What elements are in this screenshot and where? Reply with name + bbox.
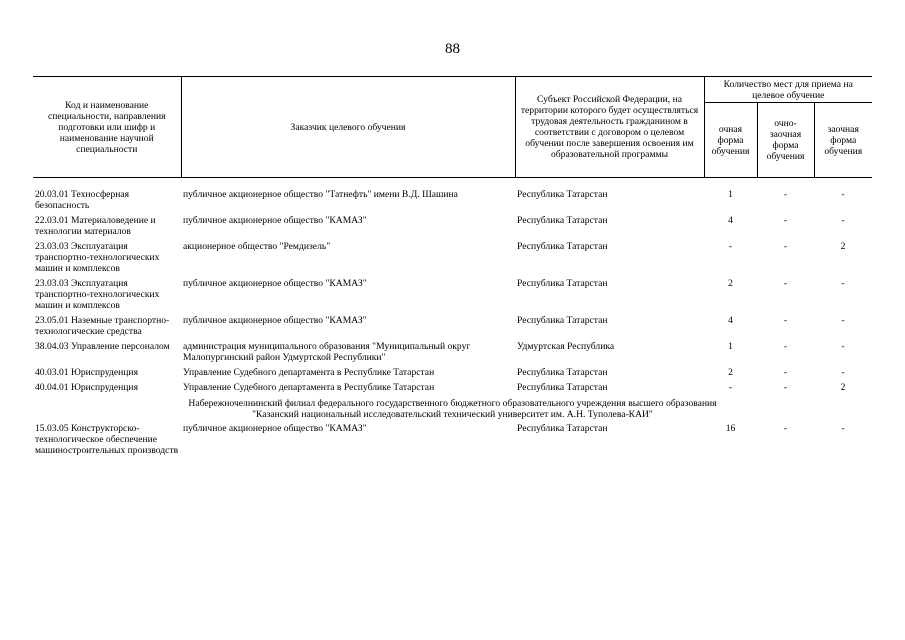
full-time-count-cell: 1 bbox=[728, 341, 733, 352]
table-row bbox=[33, 382, 872, 397]
region-cell: Удмуртская Республика bbox=[517, 341, 615, 352]
part-time-count-cell: - bbox=[783, 241, 788, 252]
customer-cell: публичное акционерное общество "КАМАЗ" bbox=[183, 315, 367, 326]
customer-cell: Управление Судебного департамента в Республике Татарстан bbox=[183, 367, 435, 378]
customer-cell: публичное акционерное общество "КАМАЗ" bbox=[183, 278, 367, 289]
header-full-time: очная форма обучения bbox=[704, 103, 757, 178]
customer-cell: акционерное общество "Ремдизель" bbox=[183, 241, 331, 252]
header-extramural: заочная форма обучения bbox=[814, 103, 872, 178]
header-places-group: Количество мест для приема на целевое обучение bbox=[704, 77, 872, 103]
extramural-count-cell: - bbox=[841, 278, 845, 289]
specialty-cell: 20.03.01 Техносферная безопасность bbox=[35, 189, 130, 211]
section-heading bbox=[33, 397, 872, 423]
extramural-count-cell: - bbox=[841, 423, 845, 434]
extramural-count-cell: - bbox=[841, 367, 845, 378]
region-cell: Республика Татарстан bbox=[517, 189, 608, 200]
specialty-cell: 23.05.01 Наземные транспортно-технологические средства bbox=[35, 315, 170, 337]
admission-table bbox=[33, 76, 872, 460]
page-number: 88 bbox=[445, 41, 460, 57]
section-heading-line-2: "Казанский национальный исследовательский технический университет им. А.Н. Туполева-КАИ" bbox=[252, 409, 653, 420]
table-row bbox=[33, 241, 872, 278]
extramural-count-cell: - bbox=[841, 341, 845, 352]
specialty-cell: 23.03.03 Эксплуатация транспортно-технологических машин и комплексов bbox=[35, 241, 160, 274]
customer-cell: администрация муниципального образования "Муниципальный округ Малопургинский район Удмуртской Республики" bbox=[183, 341, 471, 363]
part-time-count-cell: - bbox=[783, 423, 788, 434]
specialty-cell: 23.03.03 Эксплуатация транспортно-технологических машин и комплексов bbox=[35, 278, 160, 311]
table-row bbox=[33, 278, 872, 315]
region-cell: Республика Татарстан bbox=[517, 215, 608, 226]
specialty-cell: 38.04.03 Управление персоналом bbox=[35, 341, 170, 352]
full-time-count-cell: - bbox=[728, 241, 733, 252]
part-time-count-cell: - bbox=[783, 315, 788, 326]
part-time-count-cell: - bbox=[783, 367, 788, 378]
full-time-count-cell: 2 bbox=[728, 278, 733, 289]
full-time-count-cell: 4 bbox=[728, 215, 733, 226]
specialty-cell: 15.03.05 Конструкторско-технологическое обеспечение машиностроительных производств bbox=[35, 423, 179, 456]
full-time-count-cell: 16 bbox=[725, 423, 736, 434]
region-cell: Республика Татарстан bbox=[517, 382, 608, 393]
region-cell: Республика Татарстан bbox=[517, 367, 608, 378]
part-time-count-cell: - bbox=[783, 189, 788, 200]
table-header bbox=[33, 77, 872, 178]
table-row bbox=[33, 341, 872, 367]
section-heading-line-1: Набережночелнинский филиал федерального государственного бюджетного образовательного учреждения высшего образования bbox=[188, 398, 717, 409]
extramural-count-cell: 2 bbox=[840, 382, 846, 393]
table-row bbox=[33, 215, 872, 241]
region-cell: Республика Татарстан bbox=[517, 423, 608, 434]
table-body bbox=[33, 178, 872, 461]
full-time-count-cell: 4 bbox=[728, 315, 733, 326]
header-specialty: Код и наименование специальности, направления подготовки или шифр и наименование научной специальности bbox=[33, 77, 181, 178]
customer-cell: Управление Судебного департамента в Республике Татарстан bbox=[183, 382, 435, 393]
customer-cell: публичное акционерное общество "КАМАЗ" bbox=[183, 423, 367, 434]
part-time-count-cell: - bbox=[783, 341, 788, 352]
specialty-cell: 40.04.01 Юриспруденция bbox=[35, 382, 138, 393]
extramural-count-cell: - bbox=[841, 189, 845, 200]
table-row bbox=[33, 367, 872, 382]
section-heading-row bbox=[33, 397, 872, 423]
part-time-count-cell: - bbox=[783, 278, 788, 289]
part-time-count-cell: - bbox=[783, 215, 788, 226]
specialty-cell: 22.03.01 Материаловедение и технологии материалов bbox=[35, 215, 156, 237]
header-part-time-evening: очно-заочная форма обучения bbox=[757, 103, 814, 178]
full-time-count-cell: 2 bbox=[728, 367, 733, 378]
header-customer: Заказчик целевого обучения bbox=[181, 77, 515, 178]
full-time-count-cell: 1 bbox=[728, 189, 733, 200]
extramural-count-cell: 2 bbox=[840, 241, 846, 252]
customer-cell: публичное акционерное общество "КАМАЗ" bbox=[183, 215, 367, 226]
region-cell: Республика Татарстан bbox=[517, 315, 608, 326]
extramural-count-cell: - bbox=[841, 315, 845, 326]
customer-cell: публичное акционерное общество "Татнефть" имени В.Д. Шашина bbox=[183, 189, 458, 200]
region-cell: Республика Татарстан bbox=[517, 241, 608, 252]
full-time-count-cell: - bbox=[728, 382, 733, 393]
region-cell: Республика Татарстан bbox=[517, 278, 608, 289]
part-time-count-cell: - bbox=[783, 382, 788, 393]
specialty-cell: 40.03.01 Юриспруденция bbox=[35, 367, 138, 378]
table-row bbox=[33, 423, 872, 460]
extramural-count-cell: - bbox=[841, 215, 845, 226]
table-row bbox=[33, 189, 872, 215]
table-row bbox=[33, 315, 872, 341]
header-region: Субъект Российской Федерации, на территории которого будет осуществляться трудовая деятельность гражданином в соответствии с договором о целевом обучении после завершения освоения им образовательной программы bbox=[515, 77, 704, 178]
